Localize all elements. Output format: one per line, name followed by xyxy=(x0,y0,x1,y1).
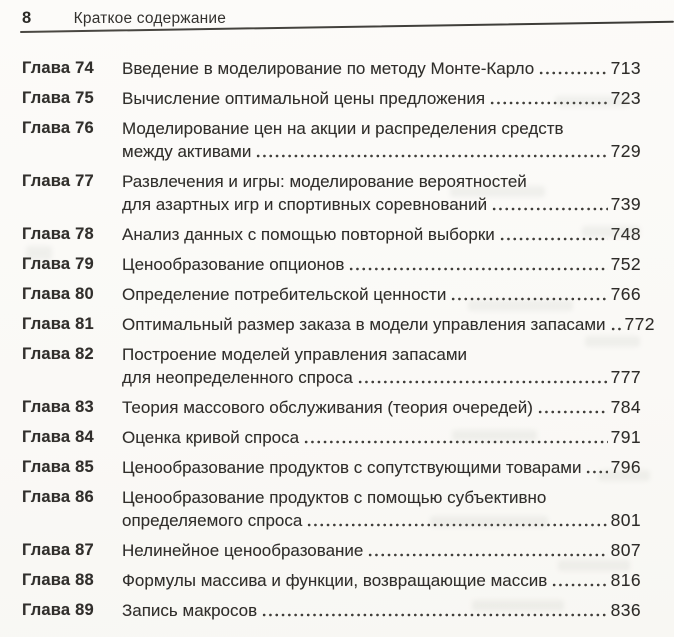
page-number: 739 xyxy=(610,194,641,214)
toc-entry xyxy=(22,283,641,306)
title-text: Формулы массива и функции, возвращающие массив xyxy=(122,571,548,590)
title-text: Теория массового обслуживания (теория очередей) xyxy=(122,398,533,417)
dot-leader xyxy=(489,87,608,110)
dot-leader xyxy=(585,456,607,479)
title-text: определяемого спроса xyxy=(122,511,303,530)
entry-content xyxy=(122,57,641,80)
title-text: Построение моделей управления запасами xyxy=(122,345,468,364)
title-line xyxy=(122,599,641,622)
title-line xyxy=(122,456,641,479)
title-text: Нелинейное ценообразование xyxy=(122,541,364,560)
title-text: Анализ данных с помощью повторной выборки xyxy=(122,225,495,244)
dot-leader xyxy=(450,283,607,306)
toc-entry xyxy=(22,57,641,80)
title-text: Моделирование цен на акции и распределения средств xyxy=(122,119,564,138)
page-number: 801 xyxy=(610,510,641,530)
header-title: Краткое содержание xyxy=(73,10,227,27)
entry-content xyxy=(122,313,655,336)
dot-leader xyxy=(491,193,608,216)
title-text: Ценообразование продуктов с сопутствующими товарами xyxy=(122,458,582,477)
page-number: 796 xyxy=(610,457,641,477)
title-line xyxy=(122,366,641,389)
title-line xyxy=(122,283,641,306)
chapter-label: Глава 83 xyxy=(22,398,94,416)
title-text: Вычисление оптимальной цены предложения xyxy=(122,89,486,108)
title-text: Ценообразование опционов xyxy=(122,255,345,274)
toc-entry xyxy=(22,313,655,336)
dot-leader xyxy=(303,426,608,449)
toc-list xyxy=(22,57,655,629)
entry-content xyxy=(122,486,641,532)
title-line xyxy=(122,343,641,366)
entry-content xyxy=(122,456,641,479)
title-text: Определение потребительской ценности xyxy=(122,285,447,304)
title-line xyxy=(122,253,641,276)
entry-content xyxy=(122,569,641,592)
chapter-label: Глава 76 xyxy=(22,119,94,137)
dot-leader xyxy=(499,223,608,246)
toc-entry xyxy=(22,223,641,246)
chapter-label: Глава 84 xyxy=(22,428,94,446)
title-text: Оценка кривой спроса xyxy=(122,428,300,447)
chapter-label: Глава 86 xyxy=(22,488,94,506)
page-number: 816 xyxy=(610,570,641,590)
chapter-label: Глава 80 xyxy=(22,285,94,303)
title-line xyxy=(122,223,641,246)
title-text: Развлечения и игры: моделирование вероятностей xyxy=(122,172,527,191)
title-line xyxy=(122,486,641,509)
title-line xyxy=(122,426,641,449)
page-number: 752 xyxy=(610,254,641,274)
entry-content xyxy=(122,539,641,562)
chapter-label: Глава 87 xyxy=(22,541,94,559)
title-text: между активами xyxy=(122,142,252,161)
title-text: Ценообразование продуктов с помощью субъективно xyxy=(122,488,547,507)
dot-leader xyxy=(261,599,607,622)
dot-leader xyxy=(357,366,608,389)
dot-leader xyxy=(255,140,607,163)
chapter-label: Глава 74 xyxy=(22,59,94,77)
entry-content xyxy=(122,343,641,389)
page-number: 723 xyxy=(610,88,641,108)
dot-leader xyxy=(537,396,608,419)
entry-content xyxy=(122,223,641,246)
toc-entry xyxy=(22,456,641,479)
title-line xyxy=(122,569,641,592)
dot-leader xyxy=(367,539,607,562)
toc-entry xyxy=(22,396,641,419)
page-number-header: 8 xyxy=(22,9,32,27)
dot-leader xyxy=(538,57,607,80)
toc-entry xyxy=(22,539,641,562)
page-number: 807 xyxy=(610,540,641,560)
title-line xyxy=(122,313,655,336)
toc-entry xyxy=(22,426,641,449)
title-line xyxy=(122,539,641,562)
page-number: 729 xyxy=(610,141,641,161)
chapter-label: Глава 89 xyxy=(22,601,94,619)
entry-content xyxy=(122,396,641,419)
entry-content xyxy=(122,426,641,449)
toc-entry xyxy=(22,569,641,592)
title-line xyxy=(122,170,641,193)
title-line xyxy=(122,509,641,532)
entry-content xyxy=(122,253,641,276)
dot-leader xyxy=(348,253,607,276)
page-number: 766 xyxy=(610,284,641,304)
page-number: 784 xyxy=(610,397,641,417)
entry-content xyxy=(122,599,641,622)
entry-content xyxy=(122,283,641,306)
title-text: Оптимальный размер заказа в модели управления запасами xyxy=(122,315,606,334)
page-number: 791 xyxy=(610,427,641,447)
page-number: 713 xyxy=(610,58,641,78)
chapter-label: Глава 77 xyxy=(22,172,94,190)
entry-content xyxy=(122,87,641,110)
toc-entry xyxy=(22,599,641,622)
dot-leader xyxy=(551,569,607,592)
chapter-label: Глава 75 xyxy=(22,89,94,107)
chapter-label: Глава 78 xyxy=(22,225,94,243)
toc-entry xyxy=(22,343,641,389)
toc-entry xyxy=(22,87,641,110)
title-text: Запись макросов xyxy=(122,601,258,620)
chapter-label: Глава 79 xyxy=(22,255,94,273)
toc-entry xyxy=(22,253,641,276)
page-number: 748 xyxy=(610,224,641,244)
title-line xyxy=(122,193,641,216)
toc-entry xyxy=(22,486,641,532)
page-number: 777 xyxy=(610,367,641,387)
title-line xyxy=(122,57,641,80)
page-number: 836 xyxy=(610,600,641,620)
toc-entry xyxy=(22,117,641,163)
chapter-label: Глава 85 xyxy=(22,458,94,476)
title-line xyxy=(122,117,641,140)
title-text: для азартных игр и спортивных соревнований xyxy=(122,195,488,214)
dot-leader xyxy=(306,509,607,532)
entry-content xyxy=(122,170,641,216)
chapter-label: Глава 88 xyxy=(22,571,94,589)
chapter-label: Глава 82 xyxy=(22,345,94,363)
title-text: для неопределенного спроса xyxy=(122,368,353,387)
toc-entry xyxy=(22,170,641,216)
chapter-label: Глава 81 xyxy=(22,315,94,333)
dot-leader xyxy=(610,313,622,336)
title-line xyxy=(122,396,641,419)
title-text: Введение в моделирование по методу Монте-Карло xyxy=(122,59,535,78)
entry-content xyxy=(122,117,641,163)
title-line xyxy=(122,140,641,163)
page-number: 772 xyxy=(624,314,655,334)
title-line xyxy=(122,87,641,110)
